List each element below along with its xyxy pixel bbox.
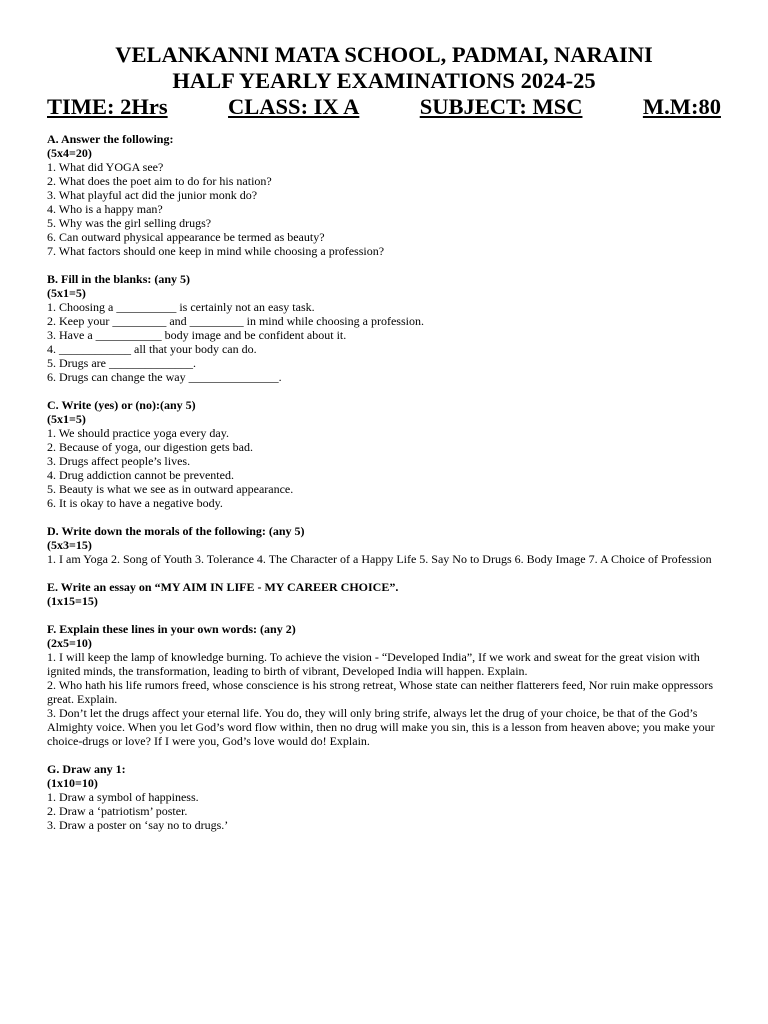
question-item: 6. Drugs can change the way _______________. bbox=[47, 370, 282, 384]
question-item: 3. Drugs affect people’s lives. bbox=[47, 454, 191, 468]
question-item: 2. Draw a ‘patriotism’ poster. bbox=[47, 804, 188, 818]
question-item: 1. Choosing a __________ is certainly not an easy task. bbox=[47, 300, 315, 314]
school-name: VELANKANNI MATA SCHOOL, PADMAI, NARAINI bbox=[115, 42, 653, 67]
question-item: 7. What factors should one keep in mind while choosing a profession? bbox=[47, 244, 385, 258]
section-title: E. Write an essay on “MY AIM IN LIFE - MY CAREER CHOICE”. bbox=[47, 580, 399, 594]
question-item: 3. Don’t let the drugs affect your eternal life. You do, they will only bring strife, always let the drug of your choice, be that of the God’s Almighty voice. When you let God’s word flow within, then no drug will make you sin, this is a lesson from heaven above; you make your choice-drugs or love? If I were you, God’s love would do! Explain. bbox=[47, 706, 715, 748]
question-item: 5. Why was the girl selling drugs? bbox=[47, 216, 212, 230]
exam-max-marks: M.M:80 bbox=[642, 94, 721, 119]
question-sections bbox=[47, 132, 721, 832]
question-section bbox=[47, 580, 721, 608]
question-item: 2. Because of yoga, our digestion gets bad. bbox=[47, 440, 253, 454]
section-marks: (5x3=15) bbox=[47, 538, 92, 552]
question-item: 3. Draw a poster on ‘say no to drugs.’ bbox=[47, 818, 229, 832]
section-title: C. Write (yes) or (no):(any 5) bbox=[47, 398, 196, 412]
section-marks: (5x1=5) bbox=[47, 412, 86, 426]
question-item: 1. I am Yoga 2. Song of Youth 3. Tolerance 4. The Character of a Happy Life 5. Say No to Drugs 6. Body Image 7. A Choice of Profession bbox=[47, 552, 712, 566]
question-item: 4. Drug addiction cannot be prevented. bbox=[47, 468, 234, 482]
question-section bbox=[47, 132, 721, 258]
question-item: 5. Beauty is what we see as in outward appearance. bbox=[47, 482, 294, 496]
question-section bbox=[47, 398, 721, 510]
question-item: 2. Keep your _________ and _________ in mind while choosing a profession. bbox=[47, 314, 424, 328]
question-item: 6. Can outward physical appearance be termed as beauty? bbox=[47, 230, 325, 244]
question-item: 2. What does the poet aim to do for his nation? bbox=[47, 174, 272, 188]
question-item: 1. I will keep the lamp of knowledge burning. To achieve the vision - “Developed India”, If we work and sweat for the great vision with ignited minds, the transformation, leading to birth of vibrant, Developed India will happen. Explain. bbox=[47, 650, 700, 678]
question-item: 3. What playful act did the junior monk do? bbox=[47, 188, 258, 202]
exam-subject: SUBJECT: MSC bbox=[419, 94, 583, 119]
question-section bbox=[47, 524, 721, 566]
section-title: G. Draw any 1: bbox=[47, 762, 126, 776]
question-section bbox=[47, 762, 721, 832]
question-section bbox=[47, 272, 721, 384]
question-section bbox=[47, 622, 721, 748]
question-item: 1. What did YOGA see? bbox=[47, 160, 164, 174]
exam-time: TIME: 2Hrs bbox=[47, 94, 168, 119]
question-item: 3. Have a ___________ body image and be confident about it. bbox=[47, 328, 347, 342]
section-marks: (5x1=5) bbox=[47, 286, 86, 300]
question-item: 4. ____________ all that your body can do. bbox=[47, 342, 257, 356]
exam-meta-row bbox=[47, 94, 721, 120]
section-title: D. Write down the morals of the following: (any 5) bbox=[47, 524, 305, 538]
section-title: F. Explain these lines in your own words: (any 2) bbox=[47, 622, 296, 636]
question-item: 2. Who hath his life rumors freed, whose conscience is his strong retreat, Whose state can neither flatterers feed, Nor ruin make oppressors great. Explain. bbox=[47, 678, 714, 706]
section-marks: (2x5=10) bbox=[47, 636, 92, 650]
question-item: 1. Draw a symbol of happiness. bbox=[47, 790, 199, 804]
section-marks: (1x15=15) bbox=[47, 594, 98, 608]
question-item: 6. It is okay to have a negative body. bbox=[47, 496, 223, 510]
exam-title: HALF YEARLY EXAMINATIONS 2024-25 bbox=[172, 68, 596, 93]
section-title: B. Fill in the blanks: (any 5) bbox=[47, 272, 191, 286]
section-marks: (1x10=10) bbox=[47, 776, 98, 790]
section-marks: (5x4=20) bbox=[47, 146, 92, 160]
exam-class: CLASS: IX A bbox=[228, 94, 360, 119]
section-title: A. Answer the following: bbox=[47, 132, 174, 146]
question-item: 1. We should practice yoga every day. bbox=[47, 426, 229, 440]
question-item: 5. Drugs are ______________. bbox=[47, 356, 196, 370]
question-item: 4. Who is a happy man? bbox=[47, 202, 163, 216]
